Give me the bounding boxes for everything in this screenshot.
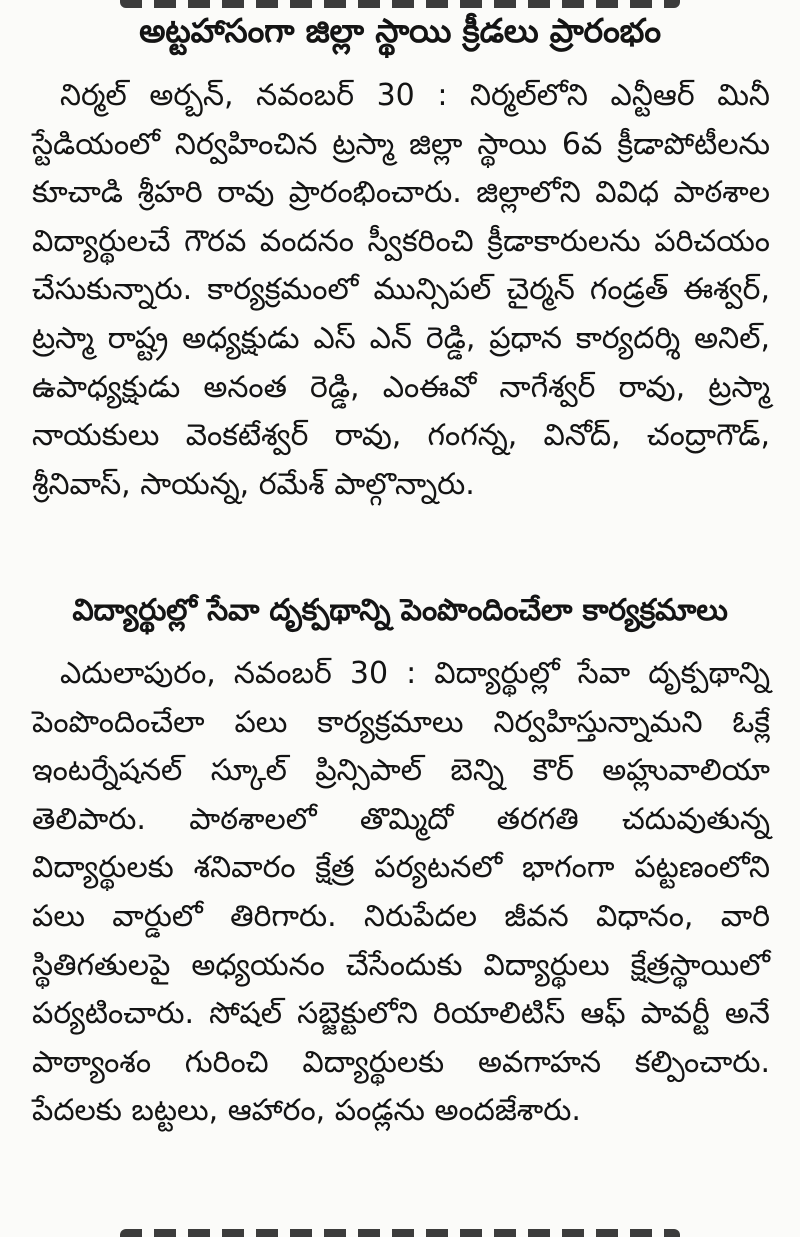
cropped-next-headline <box>0 1229 800 1237</box>
article-2-headline: విద్యార్థుల్లో సేవా దృక్పథాన్ని పెంపొందించేలా కార్యక్రమాలు <box>72 593 728 628</box>
cropped-text-fragment <box>120 0 680 8</box>
article-1-body: నిర్మల్ అర్బన్, నవంబర్ 30 : నిర్మల్‌లోని ఎన్టీఆర్ మినీ స్టేడియంలో నిర్వహించిన ట్రస్మా జిల్లా స్థాయి 6వ క్రీడాపోటీలను కూచాడి శ్రీహరి రావు ప్రారంభించారు. జిల్లాలోని వివిధ పాఠశాల విద్యార్థులచే గౌరవ వందనం స్వీకరించి క్రీడాకారులను పరిచయం చేసుకున్నారు. కార్యక్రమంలో మున్సిపల్ చైర్మన్ గండ్రత్ ఈశ్వర్, ట్రస్మా రాష్ట్ర అధ్యక్షుడు ఎస్ ఎన్ రెడ్డి, ప్రధాన కార్యదర్శి అనిల్, ఉపాధ్యక్షుడు అనంత రెడ్డి, ఎంఈవో నాగేశ్వర్ రావు, ట్రస్మా నాయకులు వెంకటేశ్వర్ రావు, గంగన్న, వినోద్, చంద్రాగౌడ్, శ్రీనివాస్, సాయన్న, రమేశ్ పాల్గొన్నారు. <box>32 78 770 502</box>
cropped-previous-text <box>0 0 800 10</box>
article-1-headline: అట్టహాసంగా జిల్లా స్థాయి క్రీడలు ప్రారంభం <box>139 11 661 50</box>
cropped-text-fragment <box>120 1229 680 1237</box>
article-2-body: ఎదులాపురం, నవంబర్ 30 : విద్యార్థుల్లో సేవా దృక్పథాన్ని పెంపొందించేలా పలు కార్యక్రమాలు నిర్వహిస్తున్నామని ఓక్లే ఇంటర్నేషనల్ స్కూల్ ప్రిన్సిపాల్ బెన్ని కౌర్ అహ్లువాలియా తెలిపారు. పాఠశాలలో తొమ్మిదో తరగతి చదువుతున్న విద్యార్థులకు శనివారం క్షేత్ర పర్యటనలో భాగంగా పట్టణంలోని పలు వార్డులో తిరిగారు. నిరుపేదల జీవన విధానం, వారి స్థితిగతులపై అధ్యయనం చేసేందుకు విద్యార్థులు క్షేత్రస్థాయిలో పర్యటించారు. సోషల్ సబ్జెక్టులోని రియాలిటిస్ ఆఫ్ పావర్టీ అనే పాఠ్యాంశం గురించి విద్యార్థులకు అవగాహన కల్పించారు. పేదలకు బట్టలు, ఆహారం, పండ్లను అందజేశారు. <box>32 656 770 1129</box>
